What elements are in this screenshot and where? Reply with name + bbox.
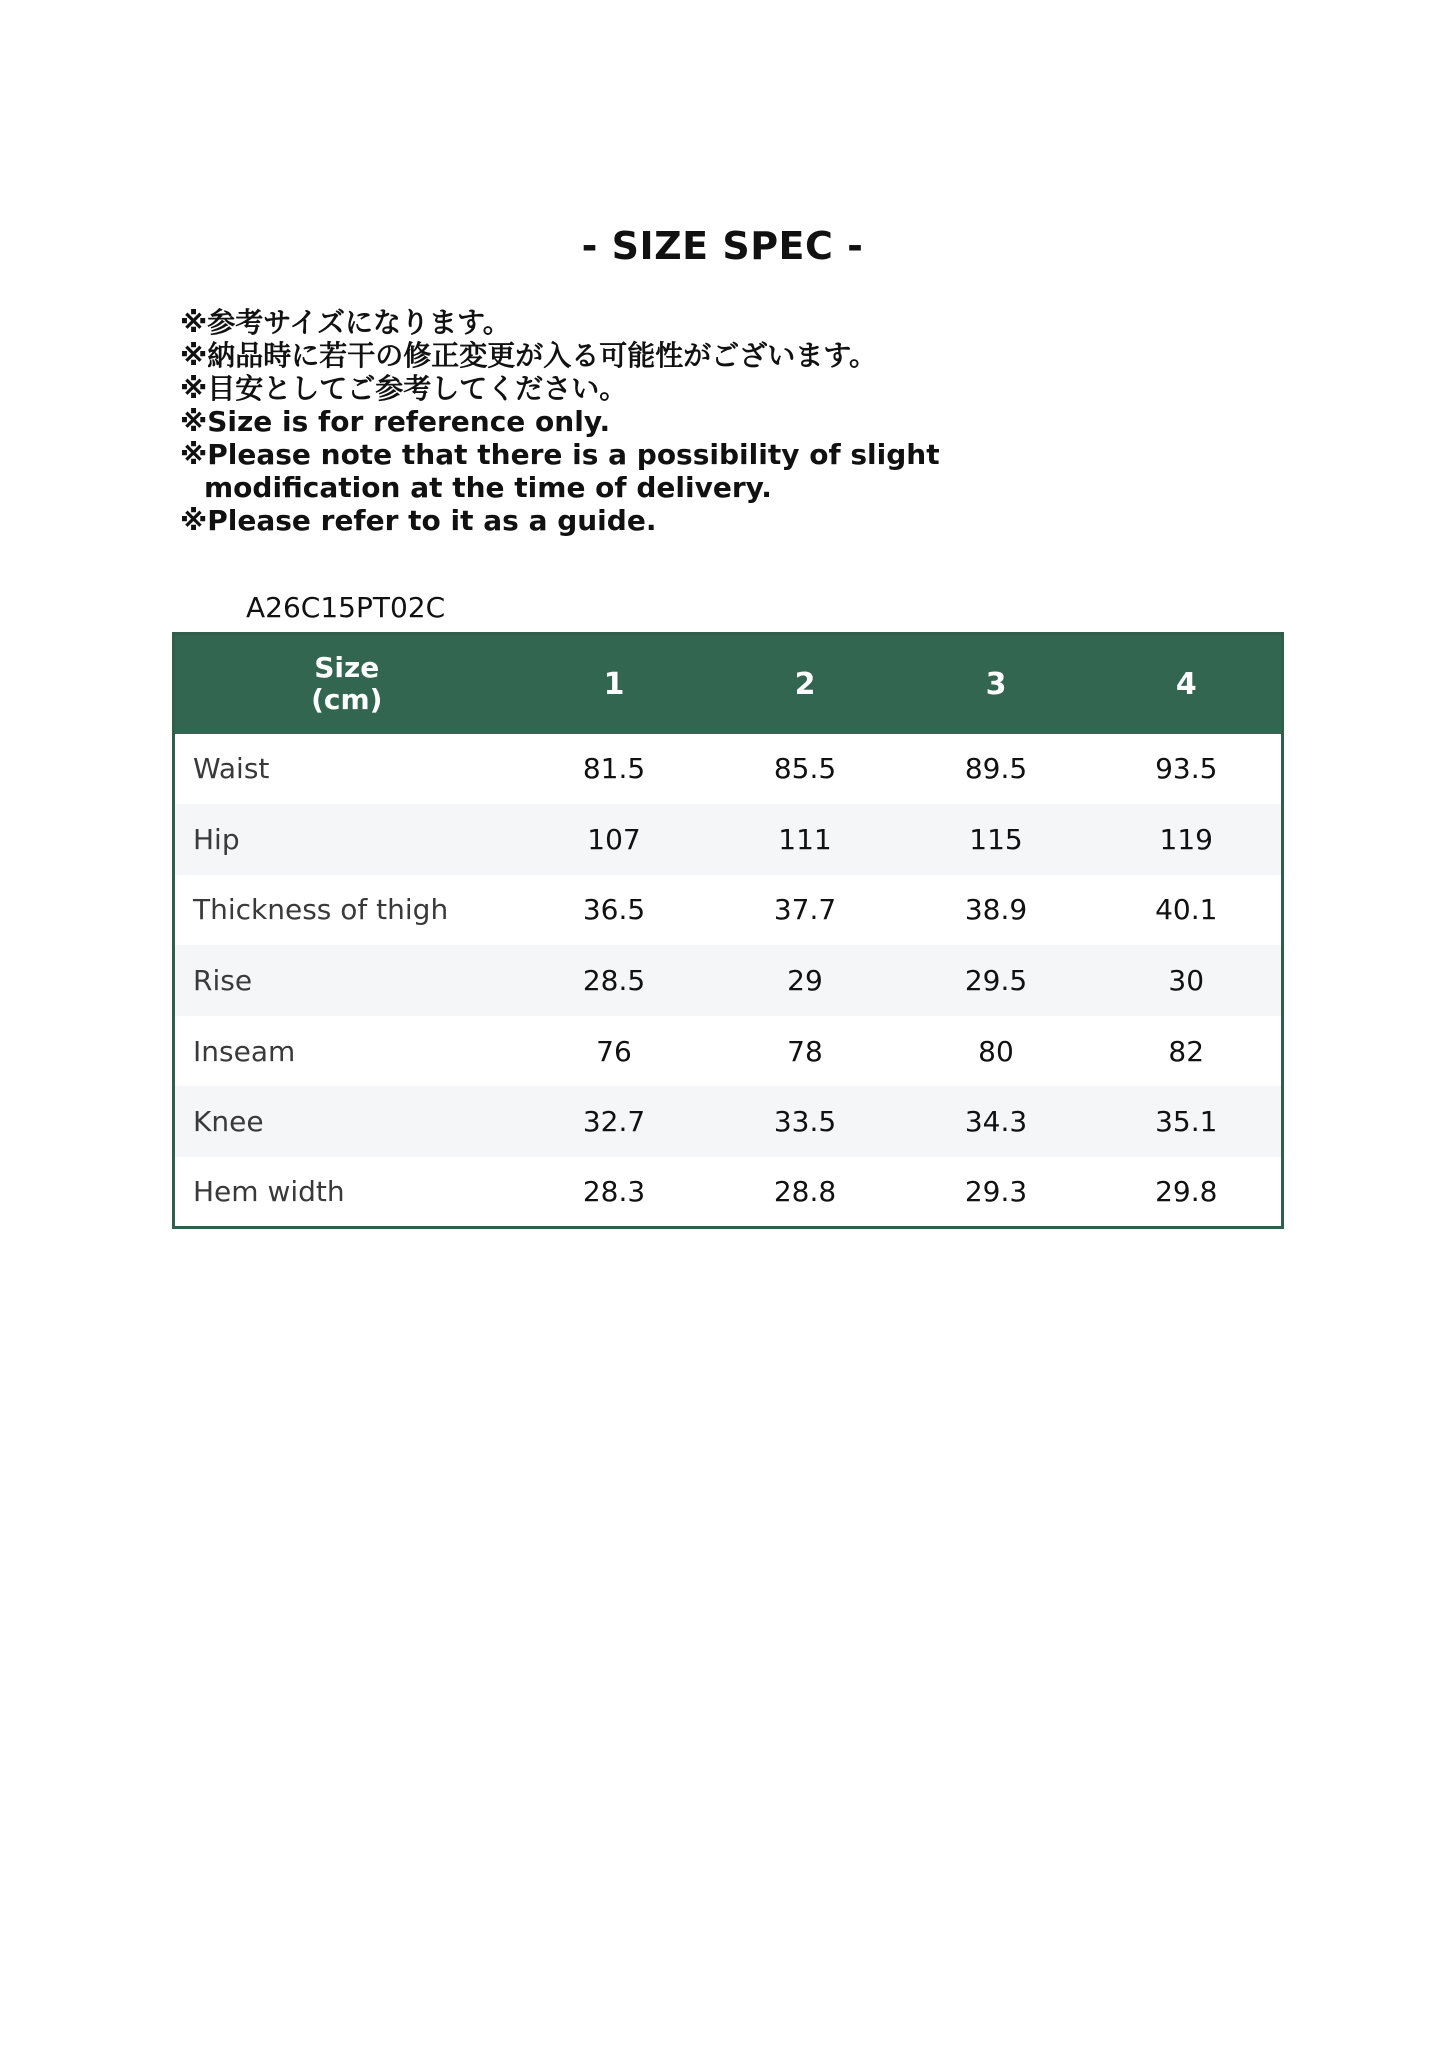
table-cell: 107 [587,822,641,856]
table-cell: 32.7 [582,1105,646,1139]
table-cell: 33.5 [773,1105,837,1139]
table-row [174,945,1283,1016]
table-cell: 34.3 [964,1105,1028,1139]
size-header-cell [174,634,519,734]
size-column-header: 2 [794,666,816,702]
table-cell: 40.1 [1155,893,1218,927]
row-label: Hem width [193,1175,345,1209]
table-cell: 119 [1159,822,1213,856]
table-row [174,1016,1283,1087]
table-cell: 76 [596,1034,632,1068]
table-row [174,1086,1283,1157]
table-cell: 81.5 [582,752,646,786]
table-row [174,734,1283,805]
table-cell: 80 [978,1034,1014,1068]
table-cell: 28.5 [582,964,646,998]
table-cell: 28.8 [773,1175,837,1209]
model-code: A26C15PT02C [246,591,446,624]
size-header-unit: (cm) [311,683,383,717]
table-row [174,875,1283,946]
note-item: ※Please refer to it as a guide. [180,504,657,537]
table-cell: 111 [778,822,832,856]
table-cell: 28.3 [582,1175,646,1209]
table-cell: 29 [787,964,823,998]
row-label: Rise [193,964,253,998]
note-item: modification at the time of delivery. [204,471,772,504]
size-column-header: 1 [603,666,625,702]
table-header-row [174,634,1283,734]
table-cell: 37.7 [773,893,837,927]
table-row [174,1157,1283,1228]
note-item: ※参考サイズになります。 [180,306,511,339]
page-title: - SIZE SPEC - [581,224,864,268]
table-cell: 36.5 [582,893,646,927]
size-column-header: 4 [1175,666,1197,702]
table-cell: 78 [787,1034,823,1068]
table-cell: 35.1 [1155,1105,1218,1139]
row-label: Thickness of thigh [193,893,449,927]
table-cell: 82 [1168,1034,1205,1068]
table-cell: 29.3 [964,1175,1028,1209]
table-cell: 89.5 [964,752,1028,786]
size-spec-table [172,632,1284,1229]
table-row [174,804,1283,875]
table-cell: 30 [1168,964,1205,998]
table-cell: 29.8 [1155,1175,1218,1209]
note-item: ※目安としてご参考してください。 [180,372,628,405]
table-cell: 85.5 [773,752,837,786]
note-item: ※納品時に若干の修正変更が入る可能性がございます。 [180,339,877,372]
note-item: ※Size is for reference only. [180,405,611,438]
row-label: Hip [193,822,240,856]
row-label: Inseam [193,1034,296,1068]
size-column-header: 3 [985,666,1007,702]
row-label: Waist [193,752,270,786]
table-cell: 38.9 [964,893,1028,927]
notes-list [180,306,1330,537]
table-cell: 93.5 [1155,752,1218,786]
table-cell: 29.5 [964,964,1028,998]
row-label: Knee [193,1105,264,1139]
note-item: ※Please note that there is a possibility of slight [180,438,940,471]
size-header-label: Size [314,651,380,685]
table-cell: 115 [969,822,1023,856]
